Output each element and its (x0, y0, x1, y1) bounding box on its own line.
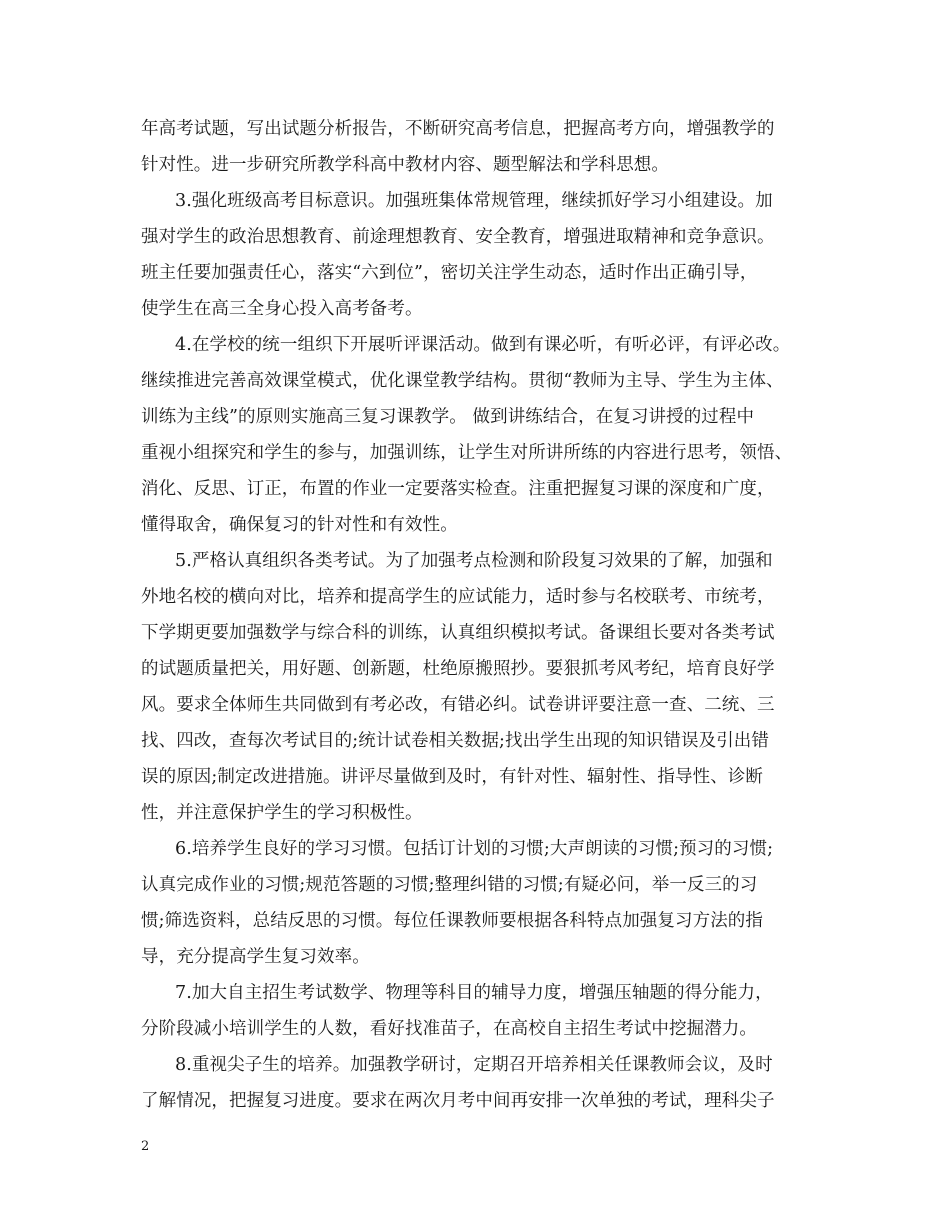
text-line: 训练为主线”的原则实施高三复习课教学。 做到讲练结合，在复习讲授的过程中 (141, 407, 755, 427)
text-line: 误的原因;制定改进措施。讲评尽量做到及时，有针对性、辐射性、指导性、诊断 (141, 767, 763, 787)
text-line: 认真完成作业的习惯;规范答题的习惯;整理纠错的习惯;有疑必问，举一反三的习 (141, 875, 758, 895)
text-line: 惯;筛选资料，总结反思的习惯。每位任课教师要根据各科特点加强复习方法的指 (141, 911, 763, 931)
text-line: 了解情况，把握复习进度。要求在两次月考中间再安排一次单独的考试，理科尖子 (141, 1091, 775, 1111)
text-line: 导，充分提高学生复习效率。 (141, 947, 370, 967)
text-line: 风。要求全体师生共同做到有考必改，有错必纠。试卷讲评要注意一查、二统、三 (141, 695, 775, 715)
text-line: 下学期更要加强数学与综合科的训练，认真组织模拟考试。备课组长要对各类考试 (141, 623, 775, 643)
text-line: 使学生在高三全身心投入高考备考。 (141, 299, 423, 319)
text-line: 针对性。进一步研究所教学科高中教材内容、题型解法和学科思想。 (141, 155, 669, 175)
paragraph-4-start: 4.在学校的统一组织下开展听评课活动。做到有课必听，有听必评，有评必改。 (175, 335, 791, 355)
text-line: 外地名校的横向对比，培养和提高学生的应试能力，适时参与名校联考、市统考， (141, 587, 775, 607)
paragraph-3-start: 3.强化班级高考目标意识。加强班集体常规管理，继续抓好学习小组建设。加 (175, 191, 773, 211)
text-line: 分阶段减小培训学生的人数，看好找准苗子，在高校自主招生考试中挖掘潜力。 (141, 1019, 757, 1039)
text-line: 消化、反思、订正，布置的作业一定要落实检查。注重把握复习课的深度和广度， (141, 479, 775, 499)
text-line: 找、四改，查每次考试目的;统计试卷相关数据;找出学生出现的知识错误及引出错 (141, 731, 769, 751)
paragraph-8-start: 8.重视尖子生的培养。加强教学研讨，定期召开培养相关任课教师会议，及时 (175, 1055, 773, 1075)
page-number: 2 (141, 1139, 150, 1154)
text-line: 班主任要加强责任心，落实“六到位”，密切关注学生动态，适时作出正确引导， (141, 263, 758, 283)
text-line: 性，并注意保护学生的学习积极性。 (141, 803, 423, 823)
text-line: 继续推进完善高效课堂模式，优化课堂教学结构。贯彻“教师为主导、学生为主体、 (141, 371, 784, 391)
text-line: 重视小组探究和学生的参与，加强训练，让学生对所讲所练的内容进行思考，领悟、 (141, 443, 793, 463)
text-line: 强对学生的政治思想教育、前途理想教育、安全教育，增强进取精神和竞争意识。 (141, 227, 775, 247)
paragraph-7-start: 7.加大自主招生考试数学、物理等科目的辅导力度，增强压轴题的得分能力， (175, 983, 773, 1003)
text-line: 年高考试题，写出试题分析报告，不断研究高考信息，把握高考方向，增强教学的 (141, 119, 775, 139)
paragraph-5-start: 5.严格认真组织各类考试。为了加强考点检测和阶段复习效果的了解，加强和 (175, 551, 773, 571)
paragraph-6-start: 6.培养学生良好的学习习惯。包括订计划的习惯;大声朗读的习惯;预习的习惯; (175, 839, 774, 859)
text-line: 的试题质量把关，用好题、创新题，杜绝原搬照抄。要狠抓考风考纪，培育良好学 (141, 659, 775, 679)
text-line: 懂得取舍，确保复习的针对性和有效性。 (141, 515, 458, 535)
